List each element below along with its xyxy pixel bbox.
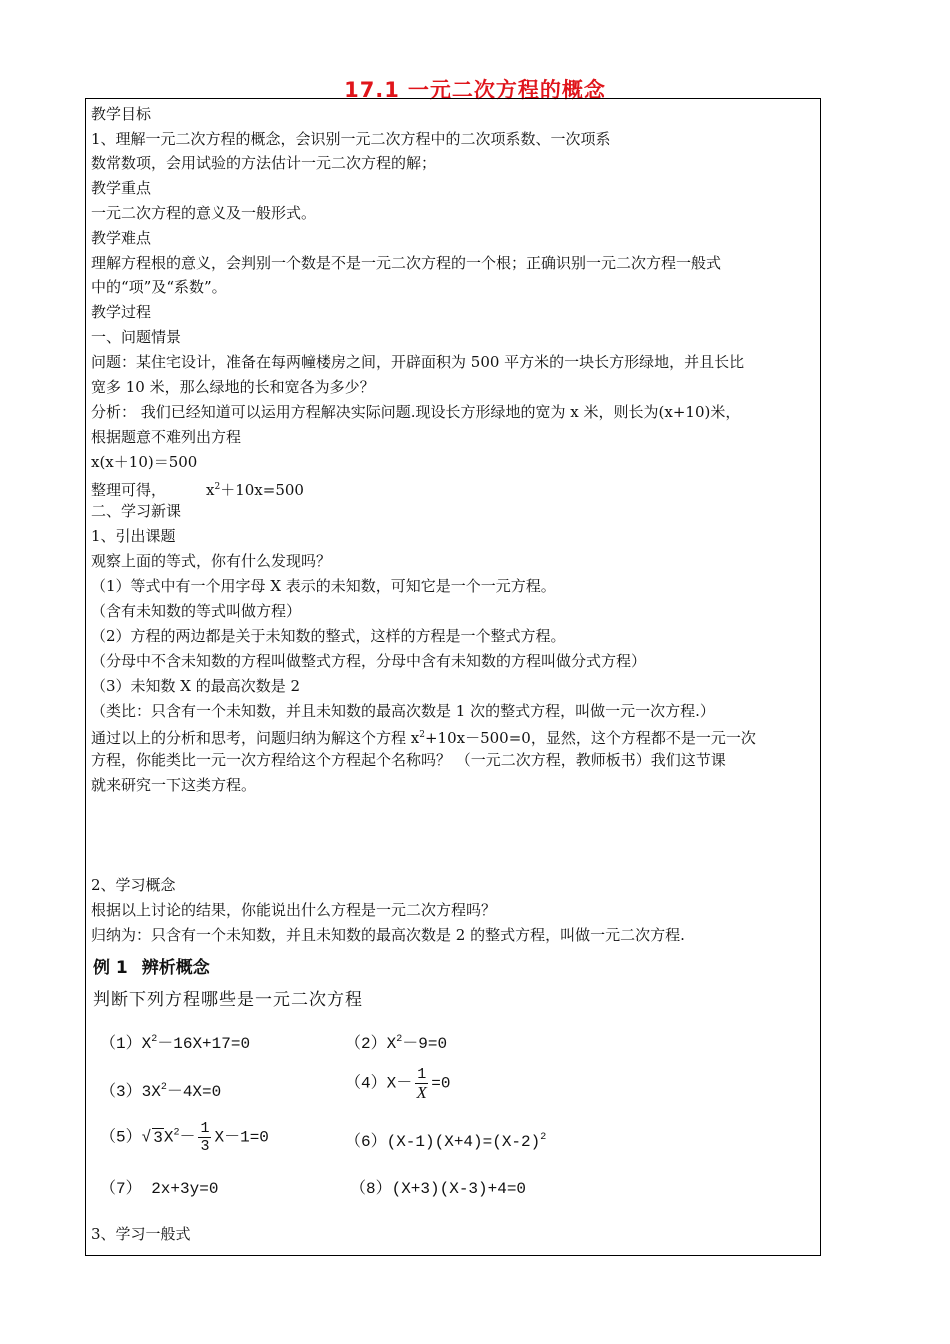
content-line: （3）未知数 X 的最高次数是 2: [91, 677, 301, 695]
subsection-heading: 3、学习一般式: [91, 1225, 191, 1243]
example-equation-3: $(3)3X^2-4X=0$: [100, 1082, 222, 1101]
content-line: （分母中不含未知数的方程叫做整式方程，分母中含有未知数的方程叫做分式方程）: [91, 652, 647, 670]
subsection-heading: 二、学习新课: [91, 502, 182, 520]
simplified-line: 整理可得， $x^2+10x=500$: [91, 481, 304, 499]
goal-line: 数常数项，会用试验的方法估计一元二次方程的解；: [91, 154, 437, 172]
section-heading-difficulties: 教学难点: [91, 229, 152, 247]
key-point-line: 一元二次方程的意义及一般形式。: [91, 204, 317, 222]
section-heading-goals: 教学目标: [91, 105, 152, 123]
definition-line: 归纳为：只含有一个未知数，并且未知数的最高次数是 2 的整式方程，叫做一元二次方程.: [91, 926, 685, 944]
problem-line: 宽多 10 米，那么绿地的长和宽各为多少？: [91, 378, 375, 396]
content-line: 根据以上讨论的结果，你能说出什么方程是一元二次方程吗？: [91, 901, 497, 919]
example-heading: 例 1 辨析概念: [93, 958, 210, 978]
example-equation-6: $(6)(X-1)(X+4)=(X-2)^2$: [345, 1132, 547, 1151]
content-line: 通过以上的分析和思考，问题归纳为解这个方程 $x^2+10x-500=0$，显然，这个方程都不是一元一次: [91, 729, 756, 747]
example-equation-2: $(2)X^2-9=0$: [345, 1034, 448, 1053]
example-equation-4: （4）X－ $\frac{1}{X}$ =0: [345, 1066, 451, 1102]
problem-line: 问题：某住宅设计，准备在每两幢楼房之间，开辟面积为 500 平方米的一块长方形绿地，并且长比: [91, 353, 745, 371]
section-heading-process: 教学过程: [91, 303, 152, 321]
content-line: （1）等式中有一个用字母 X 表示的未知数，可知它是一个一元方程。: [91, 577, 556, 595]
page-title: 17.1 一元二次方程的概念: [344, 78, 606, 102]
difficulty-line: 中的“项”及“系数”。: [91, 278, 227, 296]
content-line: （类比：只含有一个未知数，并且未知数的最高次数是 1 次的整式方程，叫做一元一次方程.）: [91, 702, 715, 720]
example-subheading: 判断下列方程哪些是一元二次方程: [93, 990, 363, 1010]
goal-line: 1、理解一元二次方程的概念，会识别一元二次方程中的二次项系数、一次项系: [91, 130, 611, 148]
equation-line: x(x＋10)＝500: [91, 453, 198, 471]
analysis-line: 分析： 我们已经知道可以运用方程解决实际问题.现设长方形绿地的宽为 x 米，则长为(x+10)米，: [91, 403, 741, 421]
fraction: $\frac{1}{X}$: [416, 1066, 427, 1102]
content-line: 方程，你能类比一元一次方程给这个方程起个名称吗？ （一元二次方程，教师板书）我们这节课: [91, 751, 726, 769]
fraction: $\frac{1}{3}$: [200, 1120, 210, 1155]
sqrt-symbol: √: [141, 1128, 152, 1147]
analysis-line: 根据题意不难列出方程: [91, 428, 242, 446]
subsection-heading: 1、引出课题: [91, 527, 176, 545]
section-heading-key-points: 教学重点: [91, 179, 152, 197]
content-line: （含有未知数的等式叫做方程）: [91, 602, 302, 620]
example-equation-1: $(1)X^2-16X+17=0$: [100, 1034, 251, 1053]
subsection-heading: 2、学习概念: [91, 876, 176, 894]
simplified-equation: $x^2+10x=500$: [206, 481, 304, 499]
difficulty-line: 理解方程根的意义，会判别一个数是不是一元二次方程的一个根；正确识别一元二次方程一般式: [91, 254, 722, 272]
example-equation-5: （5）√ $3X^2-$ $\frac{1}{3}$ X－1=0: [100, 1120, 269, 1155]
example-equation-7: （7） 2x+3y=0: [100, 1180, 219, 1198]
example-equation-8: （8）(X+3)(X-3)+4=0: [350, 1180, 527, 1198]
content-line: （2）方程的两边都是关于未知数的整式，这样的方程是一个整式方程。: [91, 627, 566, 645]
subsection-heading: 一、问题情景: [91, 328, 182, 346]
content-line: 观察上面的等式，你有什么发现吗？: [91, 552, 332, 570]
content-line: 就来研究一下这类方程。: [91, 776, 257, 794]
